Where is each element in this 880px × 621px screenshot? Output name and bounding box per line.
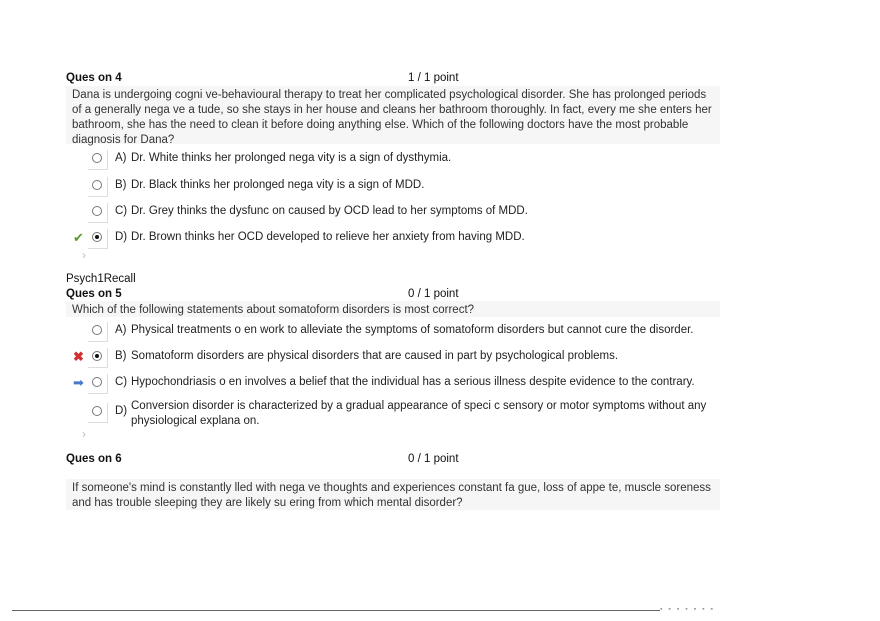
question-4-text: Dana is undergoing cogni ve-behavioural therapy to treat her complicated psychological disorder. She has prolonged periods of a generally nega ve a tude, so she stays in her house and cleans her bathroom thoroughly. In fact, every me she enters her bathroom, she has the need to clean it before doing anything else. Which of the following doctors have the most probable diagnosis for Dana? xyxy=(66,86,720,144)
radio-box[interactable] xyxy=(88,150,108,170)
radio-box[interactable] xyxy=(88,348,108,368)
radio-box[interactable] xyxy=(88,203,108,223)
section-label: Psych1Recall xyxy=(66,273,136,285)
option-text: Dr. Brown thinks her OCD developed to relieve her anxiety from having MDD. xyxy=(131,231,525,243)
option-text: Somatoform disorders are physical disorders that are caused in part by psychological problems. xyxy=(131,350,619,362)
radio-button[interactable] xyxy=(92,406,102,416)
question-5-option-a[interactable] xyxy=(88,322,728,344)
option-letter: B) xyxy=(115,350,127,362)
radio-button-selected[interactable] xyxy=(92,232,102,242)
radio-box[interactable] xyxy=(88,322,108,342)
option-letter: C) xyxy=(115,205,128,217)
question-5-option-c[interactable] xyxy=(88,374,728,396)
radio-button[interactable] xyxy=(92,153,102,163)
question-4-option-b[interactable] xyxy=(88,177,728,199)
checkmark-icon: ✔ xyxy=(73,230,84,245)
option-letter: D) xyxy=(115,405,128,417)
chevron-right-icon[interactable]: › xyxy=(82,248,86,262)
question-4-option-c[interactable] xyxy=(88,203,728,225)
question-6-heading: Ques on 6 xyxy=(66,453,122,465)
question-4-option-d[interactable] xyxy=(88,229,728,251)
option-text: Physical treatments o en work to alleviate the symptoms of somatoform disorders but cannot cure the disorder. xyxy=(131,324,694,336)
question-5-heading: Ques on 5 xyxy=(66,288,122,300)
chevron-right-icon[interactable]: › xyxy=(82,427,86,441)
option-letter: B) xyxy=(115,179,127,191)
radio-box[interactable] xyxy=(88,229,108,249)
footer-divider xyxy=(12,610,660,611)
option-text: Dr. Black thinks her prolonged nega vity is a sign of MDD. xyxy=(131,179,425,191)
option-letter: A) xyxy=(115,324,127,336)
radio-button-selected[interactable] xyxy=(92,351,102,361)
radio-button[interactable] xyxy=(92,206,102,216)
question-4-option-a[interactable] xyxy=(88,150,728,172)
option-text: Conversion disorder is characterized by a gradual appearance of speci c sensory or motor symptoms without any physiological explana on. xyxy=(131,400,707,427)
option-letter: D) xyxy=(115,231,128,243)
radio-box[interactable] xyxy=(88,403,108,423)
question-5-score: 0 / 1 point xyxy=(408,288,459,300)
option-text: Hypochondriasis o en involves a belief that the individual has a serious illness despite evidence to the contrary. xyxy=(131,376,695,388)
arrow-right-icon: ➡ xyxy=(73,375,84,390)
radio-button[interactable] xyxy=(92,377,102,387)
option-text: Dr. Grey thinks the dysfunc on caused by OCD lead to her symptoms of MDD. xyxy=(131,205,528,217)
radio-button[interactable] xyxy=(92,325,102,335)
question-5-text: Which of the following statements about somatoform disorders is most correct? xyxy=(66,301,720,317)
option-letter: C) xyxy=(115,376,128,388)
radio-box[interactable] xyxy=(88,374,108,394)
question-4-score: 1 / 1 point xyxy=(408,72,459,84)
option-letter: A) xyxy=(115,152,127,164)
question-6-score: 0 / 1 point xyxy=(408,453,459,465)
radio-button[interactable] xyxy=(92,180,102,190)
radio-box[interactable] xyxy=(88,177,108,197)
option-text: Dr. White thinks her prolonged nega vity is a sign of dysthymia. xyxy=(131,152,452,164)
question-5-option-b[interactable] xyxy=(88,348,728,370)
question-6-text: If someone's mind is constantly lled with nega ve thoughts and experiences constant fa gue, loss of appe te, muscle soreness and has trouble sleeping they are likely su ering from which mental disorder? xyxy=(66,479,720,510)
question-4-heading: Ques on 4 xyxy=(66,72,122,84)
cross-icon: ✖ xyxy=(73,349,84,364)
footer-decoration: ▪ ▪ ▪ ▪ ▪ ▪ ▪ xyxy=(660,606,716,613)
question-5-option-d[interactable] xyxy=(88,400,728,431)
